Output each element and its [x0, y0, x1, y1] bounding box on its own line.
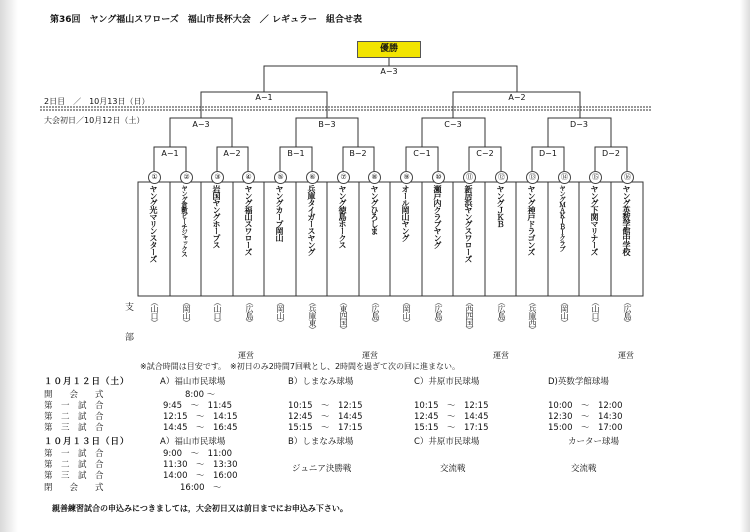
- day2-label: 2日目 ／ 10月13日（日）: [44, 97, 150, 106]
- team-pref: （広島）: [497, 298, 506, 326]
- venue-label: カーター球場: [568, 437, 620, 447]
- venue-label: D)英数学館球場: [548, 377, 609, 387]
- game-time: 14:00 〜 16:00: [163, 471, 238, 481]
- team-name: ヤング徳島ホークス: [338, 185, 347, 248]
- team-name: ヤング福山スワローズ: [244, 185, 253, 255]
- team-name: 兵庫タイガースヤング: [307, 185, 316, 255]
- team-name: ヤングカープ岡山: [275, 185, 284, 241]
- team-number: ⑬: [526, 171, 539, 184]
- team-number: ⑪: [463, 171, 476, 184]
- game-label: 第 一 試 合: [44, 401, 104, 411]
- shibu-label: 支 部: [123, 302, 133, 347]
- game-time: 12:15 〜 14:15: [163, 412, 238, 422]
- game-time: 15:15 〜 17:15: [288, 423, 363, 433]
- team-pref: （岡山）: [182, 298, 191, 326]
- team-pref: （兵庫東）: [308, 298, 317, 333]
- game-time: 9:45 〜 11:45: [163, 401, 233, 411]
- exchange-label: 交流戦: [440, 464, 466, 474]
- team-number: ⑮: [589, 171, 602, 184]
- match-label-first: C−2: [476, 149, 494, 158]
- team-name: ヤング下関マリナーズ: [590, 185, 599, 255]
- game-time: 12:30 〜 14:30: [548, 412, 623, 422]
- team-number: ①: [148, 171, 161, 184]
- junior-final-label: ジュニア決勝戦: [292, 464, 352, 474]
- team-pref: （広島）: [371, 298, 380, 326]
- match-label-first: A−1: [161, 149, 179, 158]
- team-name: ヤング英数学館中学校: [622, 185, 631, 255]
- match-label-first: B−1: [287, 149, 305, 158]
- team-name: 瀬戸内クラブヤング: [433, 185, 442, 248]
- venue-label: C）井原市民球場: [414, 377, 480, 387]
- team-name: ヤング倉敷ビーチジャックス: [180, 185, 188, 257]
- host-label: 運営: [362, 351, 378, 360]
- match-label-semi: A−1: [255, 93, 273, 102]
- team-number: ⑦: [337, 171, 350, 184]
- footer-note: 親善練習試合の申込みにつきましては，大会初日又は前日までにお申込み下さい。: [52, 504, 348, 513]
- team-name: ヤングＪＫＢ: [496, 185, 505, 227]
- day2-date: １０月１３日（日）: [44, 437, 130, 447]
- team-pref: （広島）: [434, 298, 443, 326]
- game-time: 9:00 〜 11:00: [163, 449, 233, 459]
- team-pref: （山口）: [150, 298, 159, 326]
- team-number: ⑤: [274, 171, 287, 184]
- game-time: 15:00 〜 17:00: [548, 423, 623, 433]
- venue-label: C）井原市民球場: [414, 437, 480, 447]
- opening-time: 8:00 〜: [185, 390, 216, 400]
- venue-label: B）しまなみ球場: [288, 437, 354, 447]
- game-label: 第 二 試 合: [44, 412, 104, 422]
- team-name: ヤング光マリンスターズ: [149, 185, 158, 262]
- team-number: ③: [211, 171, 224, 184]
- game-time: 11:30 〜 13:30: [163, 460, 238, 470]
- team-name: ヤングＭＡＫＩＢＩクラブ: [558, 185, 566, 251]
- team-number: ⑫: [495, 171, 508, 184]
- team-name: 岩国ヤングホープス: [212, 185, 221, 248]
- host-label: 運営: [493, 351, 509, 360]
- venue-label: A）福山市民球場: [160, 377, 226, 387]
- team-pref: （岡山）: [560, 298, 569, 326]
- team-name: 新居浜ヤングスワローズ: [464, 185, 473, 262]
- game-label: 第 三 試 合: [44, 423, 104, 433]
- team-number: ⑨: [400, 171, 413, 184]
- match-label-first: D−1: [539, 149, 557, 158]
- team-number: ④: [242, 171, 255, 184]
- match-label-first: A−2: [223, 149, 241, 158]
- game-time: 15:15 〜 17:15: [414, 423, 489, 433]
- opening-label: 開 会 式: [44, 390, 104, 400]
- match-label-semi: A−2: [508, 93, 526, 102]
- time-note: ※試合時間は目安です。 ※初日のみ2時間7回戦とし、2時間を過ぎて次の回に進まない。: [140, 362, 461, 371]
- game-label: 第 三 試 合: [44, 471, 104, 481]
- team-name: ヤング神戸ドラゴンズ: [527, 185, 536, 255]
- team-pref: （岡山）: [402, 298, 411, 326]
- team-pref: （東四国）: [339, 298, 348, 333]
- match-label-first: D−2: [602, 149, 620, 158]
- day1-label: 大会初日／10月12日（土）: [44, 116, 145, 125]
- game-time: 10:00 〜 12:00: [548, 401, 623, 411]
- team-name: オール岡山ヤング: [401, 185, 410, 241]
- team-number: ⑭: [558, 171, 571, 184]
- game-label: 第 二 試 合: [44, 460, 104, 470]
- closing-time: 16:00 〜: [180, 483, 222, 493]
- day1-date: １０月１２日（土）: [44, 377, 130, 387]
- game-time: 12:45 〜 14:45: [414, 412, 489, 422]
- match-label-quarter: A−3: [192, 120, 210, 129]
- match-label-final: A−3: [380, 67, 398, 76]
- team-pref: （西四国）: [465, 298, 474, 333]
- match-label-first: C−1: [413, 149, 431, 158]
- game-time: 14:45 〜 16:45: [163, 423, 238, 433]
- team-pref: （岡山）: [276, 298, 285, 326]
- team-number: ②: [180, 171, 193, 184]
- page-title: 第36回 ヤング福山スワローズ 福山市長杯大会 ／ レギュラー 組合せ表: [50, 15, 362, 25]
- champion-label: 優勝: [357, 41, 421, 58]
- match-label-first: B−2: [349, 149, 367, 158]
- match-label-quarter: B−3: [318, 120, 336, 129]
- team-number: ⑥: [306, 171, 319, 184]
- team-pref: （広島）: [623, 298, 632, 326]
- closing-label: 閉 会 式: [44, 483, 104, 493]
- venue-label: A）福山市民球場: [160, 437, 226, 447]
- team-number: ⑯: [621, 171, 634, 184]
- team-number: ⑧: [368, 171, 381, 184]
- host-label: 運営: [238, 351, 254, 360]
- team-pref: （山口）: [591, 298, 600, 326]
- team-pref: （広島）: [245, 298, 254, 326]
- team-pref: （山口）: [213, 298, 222, 326]
- team-number: ⑩: [432, 171, 445, 184]
- match-label-quarter: C−3: [444, 120, 462, 129]
- game-time: 10:15 〜 12:15: [288, 401, 363, 411]
- game-time: 12:45 〜 14:45: [288, 412, 363, 422]
- match-label-quarter: D−3: [570, 120, 588, 129]
- venue-label: B）しまなみ球場: [288, 377, 354, 387]
- team-pref: （兵庫西）: [528, 298, 537, 333]
- team-name: ヤングひろしま: [370, 185, 379, 234]
- exchange-label: 交流戦: [571, 464, 597, 474]
- host-label: 運営: [618, 351, 634, 360]
- game-label: 第 一 試 合: [44, 449, 104, 459]
- game-time: 10:15 〜 12:15: [414, 401, 489, 411]
